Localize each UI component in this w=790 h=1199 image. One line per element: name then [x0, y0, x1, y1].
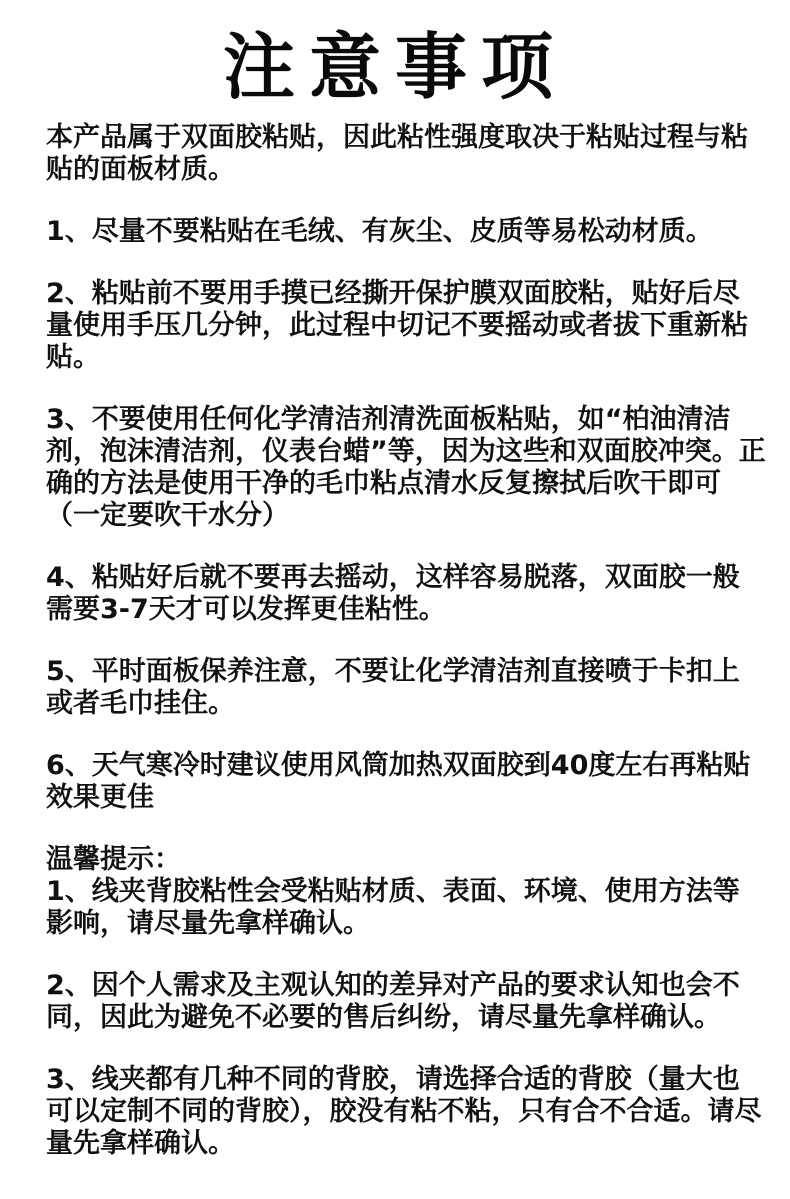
rule-item-5: 5、平时面板保养注意，不要让化学清洁剂直接喷于卡扣上或者毛巾挂住。: [46, 656, 740, 719]
tip-item-3: 3、线夹都有几种不同的背胶，请选择合适的背胶（量大也可以定制不同的背胶），胶没有粘不粘，只有合不合适。请尽量先拿样确认。: [46, 1064, 762, 1159]
tip-item-1: 1、线夹背胶粘性会受粘贴材质、表面、环境、使用方法等影响，请尽量先拿样确认。: [46, 876, 740, 939]
tip-item-2: 2、因个人需求及主观认知的差异对产品的要求认知也会不同，因此为避免不必要的售后纠纷，请尽量先拿样确认。: [46, 970, 740, 1033]
rule-item-2: 2、粘贴前不要用手摸已经撕开保护膜双面胶粘，贴好后尽量使用手压几分钟，此过程中切记不要摇动或者拔下重新粘贴。: [46, 278, 748, 373]
notice-body: [46, 122, 766, 1160]
intro-paragraph: 本产品属于双面胶粘贴，因此粘性强度取决于粘贴过程与粘贴的面板材质。: [46, 122, 748, 185]
tips-heading: 温馨提示：: [46, 844, 181, 875]
rule-item-6: 6、天气寒冷时建议使用风筒加热双面胶到40度左右再粘贴效果更佳: [46, 750, 751, 813]
page-title: 注意事项: [222, 24, 567, 109]
rule-item-3: 3、不要使用任何化学清洁剂清洗面板粘贴，如“柏油清洁剂，泡沫清洁剂，仪表台蜡”等，因为这些和双面胶冲突。正确的方法是使用干净的毛巾粘点清水反复擦拭后吹干即可（一定要吹干水分）: [46, 404, 766, 531]
rule-item-1: 1、尽量不要粘贴在毛绒、有灰尘、皮质等易松动材质。: [46, 216, 713, 247]
rule-item-4: 4、粘贴好后就不要再去摇动，这样容易脱落，双面胶一般需要3-7天才可以发挥更佳粘性。: [46, 562, 740, 625]
